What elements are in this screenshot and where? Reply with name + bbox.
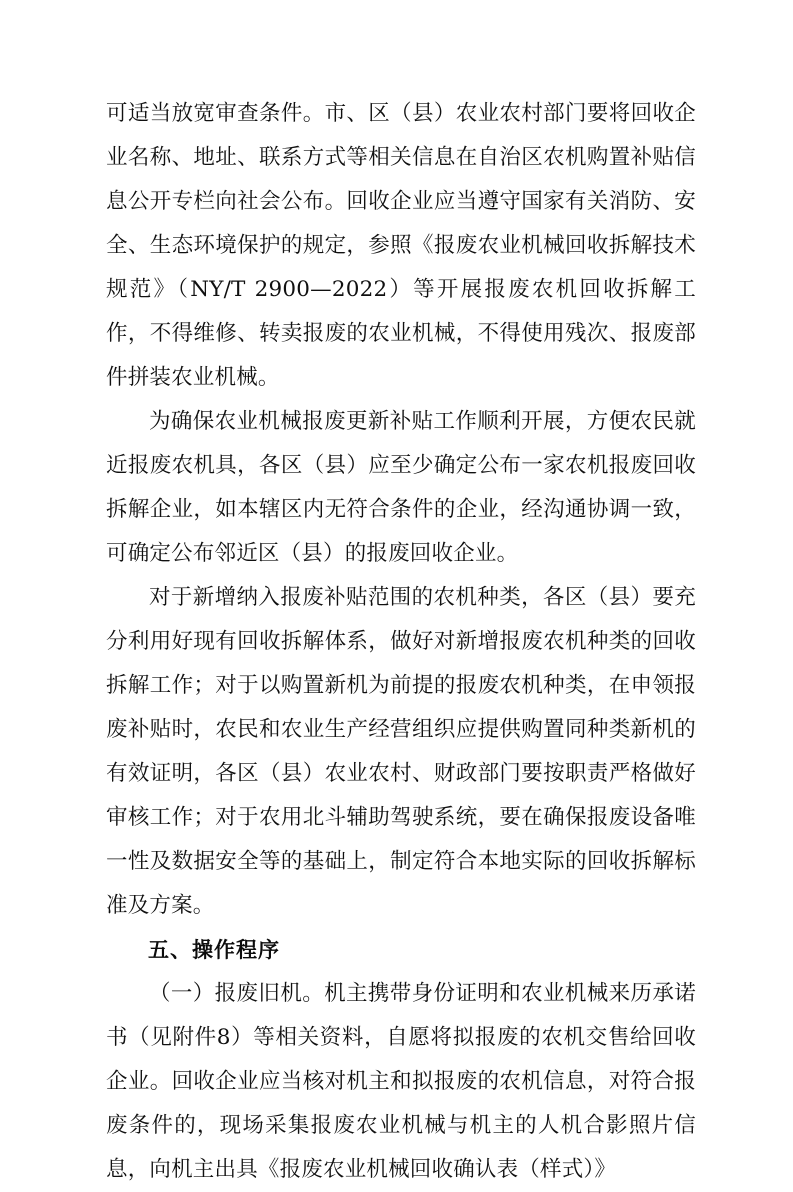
section-heading-operating-procedure: 五、操作程序 (148, 938, 280, 962)
paragraph-scrap-old-machine: （一）报废旧机。机主携带身份证明和农业机械来历承诺书（见附件8）等相关资料，自愿将拟报废的农机交售给回收企业。回收企业应当核对机主和拟报废的农机信息，对符合报废条件的，现场采集报废农业机械与机主的人机合影照片信息，向机主出具《报废农业机械回收确认表（样式）》 (106, 981, 696, 1182)
paragraph-recycling-enterprises: 可适当放宽审查条件。市、区（县）农业农村部门要将回收企业名称、地址、联系方式等相关信息在自治区农机购置补贴信息公开专栏向社会公布。回收企业应当遵守国家有关消防、安全、生态环境保护的规定，参照《报废农业机械回收拆解技术规范》（NY/T 2900—2022）等开展报废农机回收拆解工作，不得维修、转卖报废的农业机械，不得使用残次、报废部件拼装农业机械。 (106, 101, 696, 390)
paragraph-county-designation: 为确保农业机械报废更新补贴工作顺利开展，方便农民就近报废农机具，各区（县）应至少确定公布一家农机报废回收拆解企业，如本辖区内无符合条件的企业，经沟通协调一致，可确定公布邻近区（县）的报废回收企业。 (106, 409, 696, 566)
paragraph-new-categories: 对于新增纳入报废补贴范围的农机种类，各区（县）要充分利用好现有回收拆解体系，做好对新增报废农机种类的回收拆解工作；对于以购置新机为前提的报废农机种类，在申领报废补贴时，农民和农业生产经营组织应提供购置同种类新机的有效证明，各区（县）农业农村、财政部门要按职责严格做好审核工作；对于农用北斗辅助驾驶系统，要在确保报废设备唯一性及数据安全等的基础上，制定符合本地实际的回收拆解标准及方案。 (106, 585, 696, 918)
document-body (106, 92, 696, 1192)
